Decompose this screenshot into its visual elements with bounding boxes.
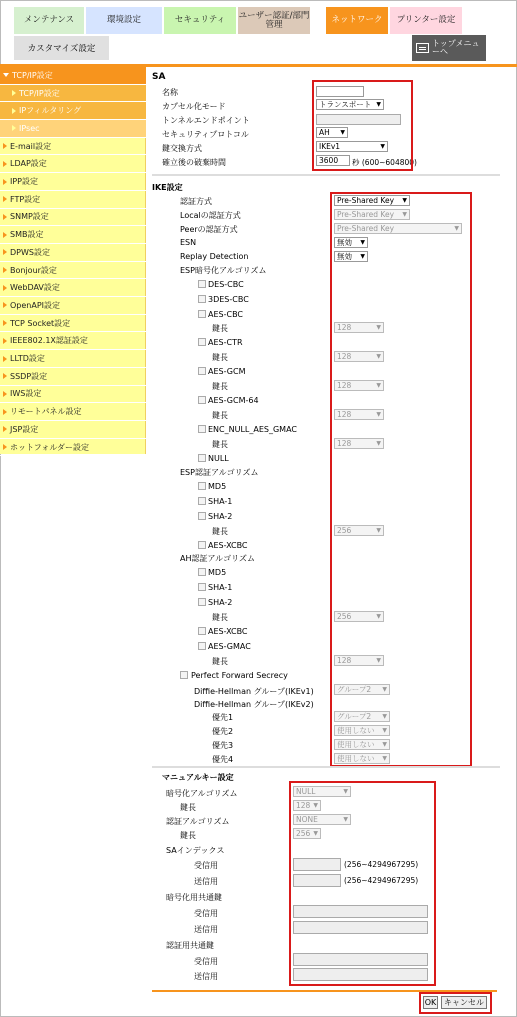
ike-ah-auth-label: AH認証アルゴリズム <box>180 554 256 563</box>
sidebar-item-tcpip[interactable] <box>0 85 146 103</box>
chevron-right-icon <box>3 267 7 273</box>
chevron-right-icon <box>12 90 16 96</box>
auth-key-recv-label: 受信用 <box>194 957 218 966</box>
sidebar-item-ieee8021x[interactable] <box>0 333 146 351</box>
sidebar-item-email[interactable] <box>0 138 146 156</box>
select-prio3[interactable]: 使用しない ▼ <box>334 739 390 750</box>
sidebar-item-smb[interactable] <box>0 226 146 244</box>
chevron-right-icon <box>3 373 7 379</box>
select-keylen-ah-aes-gmac[interactable]: 128 ▼ <box>334 655 384 666</box>
chevron-right-icon <box>3 320 7 326</box>
chevron-right-icon <box>3 444 7 450</box>
manual-enc-label: 暗号化アルゴリズム <box>166 789 238 798</box>
sidebar-item-label: IWS設定 <box>10 389 42 399</box>
chevron-right-icon <box>3 179 7 185</box>
tab-security[interactable]: セキュリティ <box>164 7 236 34</box>
sa-index-recv-label: 受信用 <box>194 861 218 870</box>
label-prio2: 優先2 <box>212 727 234 736</box>
sidebar-item-label: E-mail設定 <box>10 141 52 151</box>
enc-key-recv-label: 受信用 <box>194 909 218 918</box>
ike-replay-select[interactable]: 無効 ▼ <box>334 251 368 262</box>
label-des-cbc: DES-CBC <box>208 280 244 289</box>
checkbox-esp-sha2[interactable] <box>198 512 206 520</box>
sidebar-item-snmp[interactable] <box>0 209 146 227</box>
chevron-right-icon <box>3 338 7 344</box>
sidebar-item-label: TCP Socket設定 <box>10 318 71 328</box>
label-keylen: 鍵長 <box>212 613 228 622</box>
sidebar-item-label: JSP設定 <box>10 424 39 434</box>
label-keylen: 鍵長 <box>212 527 228 536</box>
sidebar-item-remote-panel[interactable] <box>0 403 146 421</box>
sa-lifetime-label: 確立後の破棄時間 <box>162 158 226 167</box>
auth-key-send-input[interactable] <box>293 968 428 981</box>
label-keylen: 鍵長 <box>212 382 228 391</box>
top-menu-button[interactable] <box>412 35 486 61</box>
checkbox-esp-aes-xcbc[interactable] <box>198 541 206 549</box>
select-keylen-aes-gcm[interactable]: 128 ▼ <box>334 380 384 391</box>
sidebar-item-label: リモートパネル設定 <box>10 407 82 417</box>
label-ah-aes-gmac: AES-GMAC <box>208 642 251 651</box>
label-ah-sha2: SHA-2 <box>208 598 233 607</box>
select-dh-ikev1[interactable]: グループ2 ▼ <box>334 684 390 695</box>
sa-index-send-label: 送信用 <box>194 877 218 886</box>
manual-auth-label: 認証アルゴリズム <box>166 817 230 826</box>
ike-esn-label: ESN <box>180 238 197 247</box>
tab-customize[interactable]: カスタマイズ設定 <box>14 36 109 60</box>
auth-key-recv-input[interactable] <box>293 953 428 966</box>
chevron-right-icon <box>12 125 16 131</box>
sidebar-item-dpws[interactable] <box>0 244 146 262</box>
ike-replay-label: Replay Detection <box>180 252 249 261</box>
sidebar-item-ftp[interactable] <box>0 191 146 209</box>
chevron-right-icon <box>3 285 7 291</box>
label-ah-md5: MD5 <box>208 568 227 577</box>
label-enc-null-aes-gmac: ENC_NULL_AES_GMAC <box>208 425 298 434</box>
sa-index-recv-range: (256~4294967295) <box>344 860 419 869</box>
label-esp-sha2: SHA-2 <box>208 512 233 521</box>
select-keylen-aes-cbc[interactable]: 128 ▼ <box>334 322 384 333</box>
checkbox-ah-md5[interactable] <box>198 568 206 576</box>
checkbox-ah-aes-gmac[interactable] <box>198 642 206 650</box>
label-prio4: 優先4 <box>212 755 234 764</box>
sidebar-item-label: IPP設定 <box>10 177 39 187</box>
menu-icon <box>416 43 429 53</box>
label-esp-sha1: SHA-1 <box>208 497 233 506</box>
sa-lifetime-unit: 秒 (600~604800) <box>352 158 417 167</box>
sa-keyexchange-select[interactable]: IKEv1 ▼ <box>316 141 388 152</box>
sa-tunnel-label: トンネルエンドポイント <box>162 116 250 125</box>
sidebar-item-label: ホットフォルダー設定 <box>10 442 90 452</box>
cancel-button[interactable]: キャンセル <box>441 996 487 1009</box>
sidebar-item-label: LDAP設定 <box>10 159 47 169</box>
chevron-right-icon <box>3 409 7 415</box>
checkbox-des-cbc[interactable] <box>198 280 206 288</box>
sidebar-item-label: FTP設定 <box>10 194 41 204</box>
manual-auth-key-label: 認証用共通鍵 <box>166 941 214 950</box>
sidebar-item-tcpip-group[interactable] <box>0 67 146 85</box>
ike-local-auth-select[interactable]: Pre-Shared Key ▼ <box>334 209 410 220</box>
label-dh-ikev1: Diffie-Hellman グループ(IKEv1) <box>194 687 314 696</box>
select-prio2[interactable]: 使用しない ▼ <box>334 725 390 736</box>
sidebar-item-ipp[interactable] <box>0 173 146 191</box>
select-keylen-ah-sha2[interactable]: 256 ▼ <box>334 611 384 622</box>
chevron-right-icon <box>3 196 7 202</box>
chevron-down-icon <box>3 73 9 77</box>
sidebar-item-jsp[interactable] <box>0 421 146 439</box>
checkbox-aes-cbc[interactable] <box>198 310 206 318</box>
label-aes-gcm-64: AES-GCM-64 <box>208 396 259 405</box>
ike-peer-auth-select[interactable]: Pre-Shared Key ▼ <box>334 223 462 234</box>
sa-protocol-select[interactable]: AH ▼ <box>316 127 348 138</box>
chevron-right-icon <box>3 391 7 397</box>
select-keylen-aes-gcm-64[interactable]: 128 ▼ <box>334 409 384 420</box>
chevron-right-icon <box>3 214 7 220</box>
chevron-right-icon <box>3 426 7 432</box>
sidebar-item-label: SNMP設定 <box>10 212 49 222</box>
label-prio3: 優先3 <box>212 741 234 750</box>
sa-encap-select[interactable]: トランスポート ▼ <box>316 99 384 110</box>
sa-title: SA <box>152 72 166 82</box>
top-menu-label: トップメニューへ <box>432 39 480 56</box>
label-keylen: 鍵長 <box>212 324 228 333</box>
sidebar-item-label: Bonjour設定 <box>10 265 57 275</box>
sidebar-item-ldap[interactable] <box>0 156 146 174</box>
checkbox-aes-gcm[interactable] <box>198 367 206 375</box>
label-pfs: Perfect Forward Secrecy <box>191 671 288 680</box>
checkbox-enc-null-aes-gmac[interactable] <box>198 425 206 433</box>
checkbox-aes-ctr[interactable] <box>198 338 206 346</box>
enc-key-send-input[interactable] <box>293 921 428 934</box>
label-esp-md5: MD5 <box>208 482 227 491</box>
checkbox-null[interactable] <box>198 454 206 462</box>
chevron-right-icon <box>12 108 16 114</box>
ike-esn-select[interactable]: 無効 ▼ <box>334 237 368 248</box>
ike-auth-select[interactable]: Pre-Shared Key ▼ <box>334 195 410 206</box>
sidebar-item-label: TCP/IP設定 <box>19 88 60 98</box>
manual-enc-key-label: 暗号化用共通鍵 <box>166 893 222 902</box>
sidebar-item-hotfolder[interactable] <box>0 439 146 457</box>
ok-button[interactable]: OK <box>424 998 437 1007</box>
label-esp-aes-xcbc: AES-XCBC <box>208 541 248 550</box>
sidebar-item-label: TCP/IP設定 <box>12 70 53 80</box>
sidebar-item-label: SSDP設定 <box>10 371 48 381</box>
checkbox-ah-sha2[interactable] <box>198 598 206 606</box>
tab-maintenance[interactable]: メンテナンス <box>14 7 84 34</box>
separator <box>152 766 500 768</box>
label-aes-gcm: AES-GCM <box>208 367 246 376</box>
label-aes-ctr: AES-CTR <box>208 338 243 347</box>
label-3des-cbc: 3DES-CBC <box>208 295 249 304</box>
auth-key-send-label: 送信用 <box>194 972 218 981</box>
sa-keyexchange-label: 鍵交換方式 <box>162 144 202 153</box>
chevron-right-icon <box>3 143 7 149</box>
sa-encap-label: カプセル化モード <box>162 102 226 111</box>
checkbox-aes-gcm-64[interactable] <box>198 396 206 404</box>
select-manual-enc[interactable]: NULL ▼ <box>293 786 351 797</box>
checkbox-ah-sha1[interactable] <box>198 583 206 591</box>
ike-esp-enc-label: ESP暗号化アルゴリズム <box>180 266 267 275</box>
select-prio1[interactable]: グループ2 ▼ <box>334 711 390 722</box>
sa-tunnel-input[interactable] <box>316 114 401 125</box>
checkbox-ah-aes-xcbc[interactable] <box>198 627 206 635</box>
checkbox-pfs[interactable] <box>180 671 188 679</box>
select-prio4[interactable]: 使用しない ▼ <box>334 753 390 764</box>
tab-network[interactable]: ネットワーク <box>326 7 388 34</box>
checkbox-esp-md5[interactable] <box>198 482 206 490</box>
tab-environment[interactable]: 環境設定 <box>86 7 162 34</box>
sidebar-item-iws[interactable] <box>0 386 146 404</box>
sidebar-item-label: DPWS設定 <box>10 247 50 257</box>
checkbox-esp-sha1[interactable] <box>198 497 206 505</box>
label-keylen: 鍵長 <box>212 657 228 666</box>
select-keylen-aes-ctr[interactable]: 128 ▼ <box>334 351 384 362</box>
sa-name-input[interactable] <box>316 86 364 97</box>
manual-keylen-label: 鍵長 <box>180 803 196 812</box>
chevron-right-icon <box>3 161 7 167</box>
chevron-right-icon <box>3 302 7 308</box>
sidebar-item-label: LLTD設定 <box>10 354 45 364</box>
ike-auth-label: 認証方式 <box>180 197 212 206</box>
manual-sa-index-label: SAインデックス <box>166 846 225 855</box>
label-keylen: 鍵長 <box>212 411 228 420</box>
manual-auth-keylen-label: 鍵長 <box>180 831 196 840</box>
enc-key-recv-input[interactable] <box>293 905 428 918</box>
select-keylen-enc-null[interactable]: 128 ▼ <box>334 438 384 449</box>
label-keylen: 鍵長 <box>212 440 228 449</box>
sidebar-item-label: SMB設定 <box>10 230 44 240</box>
sidebar <box>0 67 146 454</box>
sidebar-item-ipsec[interactable] <box>0 120 146 138</box>
select-keylen-esp-sha2[interactable]: 256 ▼ <box>334 525 384 536</box>
sidebar-item-label: WebDAV設定 <box>10 283 60 293</box>
sidebar-item-bonjour[interactable] <box>0 262 146 280</box>
sidebar-item-label: OpenAPI設定 <box>10 300 61 310</box>
footer-bar <box>152 990 497 992</box>
checkbox-3des-cbc[interactable] <box>198 295 206 303</box>
enc-key-send-label: 送信用 <box>194 925 218 934</box>
label-dh-ikev2: Diffie-Hellman グループ(IKEv2) <box>194 700 314 709</box>
sidebar-item-tcpsocket[interactable] <box>0 315 146 333</box>
ike-peer-auth-label: Peerの認証方式 <box>180 225 238 234</box>
sa-index-send-input[interactable] <box>293 874 341 887</box>
sidebar-item-openapi[interactable] <box>0 297 146 315</box>
sidebar-item-ipfilter[interactable] <box>0 102 146 120</box>
label-ah-sha1: SHA-1 <box>208 583 233 592</box>
sa-name-label: 名称 <box>162 88 178 97</box>
label-ah-aes-xcbc: AES-XCBC <box>208 627 248 636</box>
label-keylen: 鍵長 <box>212 353 228 362</box>
sidebar-item-webdav[interactable] <box>0 279 146 297</box>
sa-index-send-range: (256~4294967295) <box>344 876 419 885</box>
select-manual-keylen[interactable]: 128 ▼ <box>293 800 321 811</box>
select-manual-auth[interactable]: NONE ▼ <box>293 814 351 825</box>
ike-local-auth-label: Localの認証方式 <box>180 211 241 220</box>
ike-esp-auth-label: ESP認証アルゴリズム <box>180 468 259 477</box>
chevron-right-icon <box>3 249 7 255</box>
manual-title: マニュアルキー設定 <box>162 773 234 782</box>
chevron-right-icon <box>3 356 7 362</box>
separator <box>152 174 500 176</box>
label-prio1: 優先1 <box>212 713 234 722</box>
label-null: NULL <box>208 454 229 463</box>
sidebar-item-label: IEEE802.1X認証設定 <box>10 336 88 346</box>
chevron-right-icon <box>3 232 7 238</box>
sidebar-item-ssdp[interactable] <box>0 368 146 386</box>
label-aes-cbc: AES-CBC <box>208 310 244 319</box>
sa-protocol-label: セキュリティプロトコル <box>162 130 249 139</box>
tab-user-auth[interactable]: ユーザー認証/部門管理 <box>238 7 310 34</box>
sa-index-recv-input[interactable] <box>293 858 341 871</box>
ike-title: IKE設定 <box>152 183 183 192</box>
select-manual-auth-keylen[interactable]: 256 ▼ <box>293 828 321 839</box>
sa-lifetime-input[interactable]: 3600 <box>316 155 350 166</box>
sidebar-item-label: IPsec <box>19 123 40 133</box>
sidebar-item-label: IPフィルタリング <box>19 106 82 116</box>
tab-printer[interactable]: プリンター設定 <box>390 7 462 34</box>
sidebar-item-lltd[interactable] <box>0 350 146 368</box>
